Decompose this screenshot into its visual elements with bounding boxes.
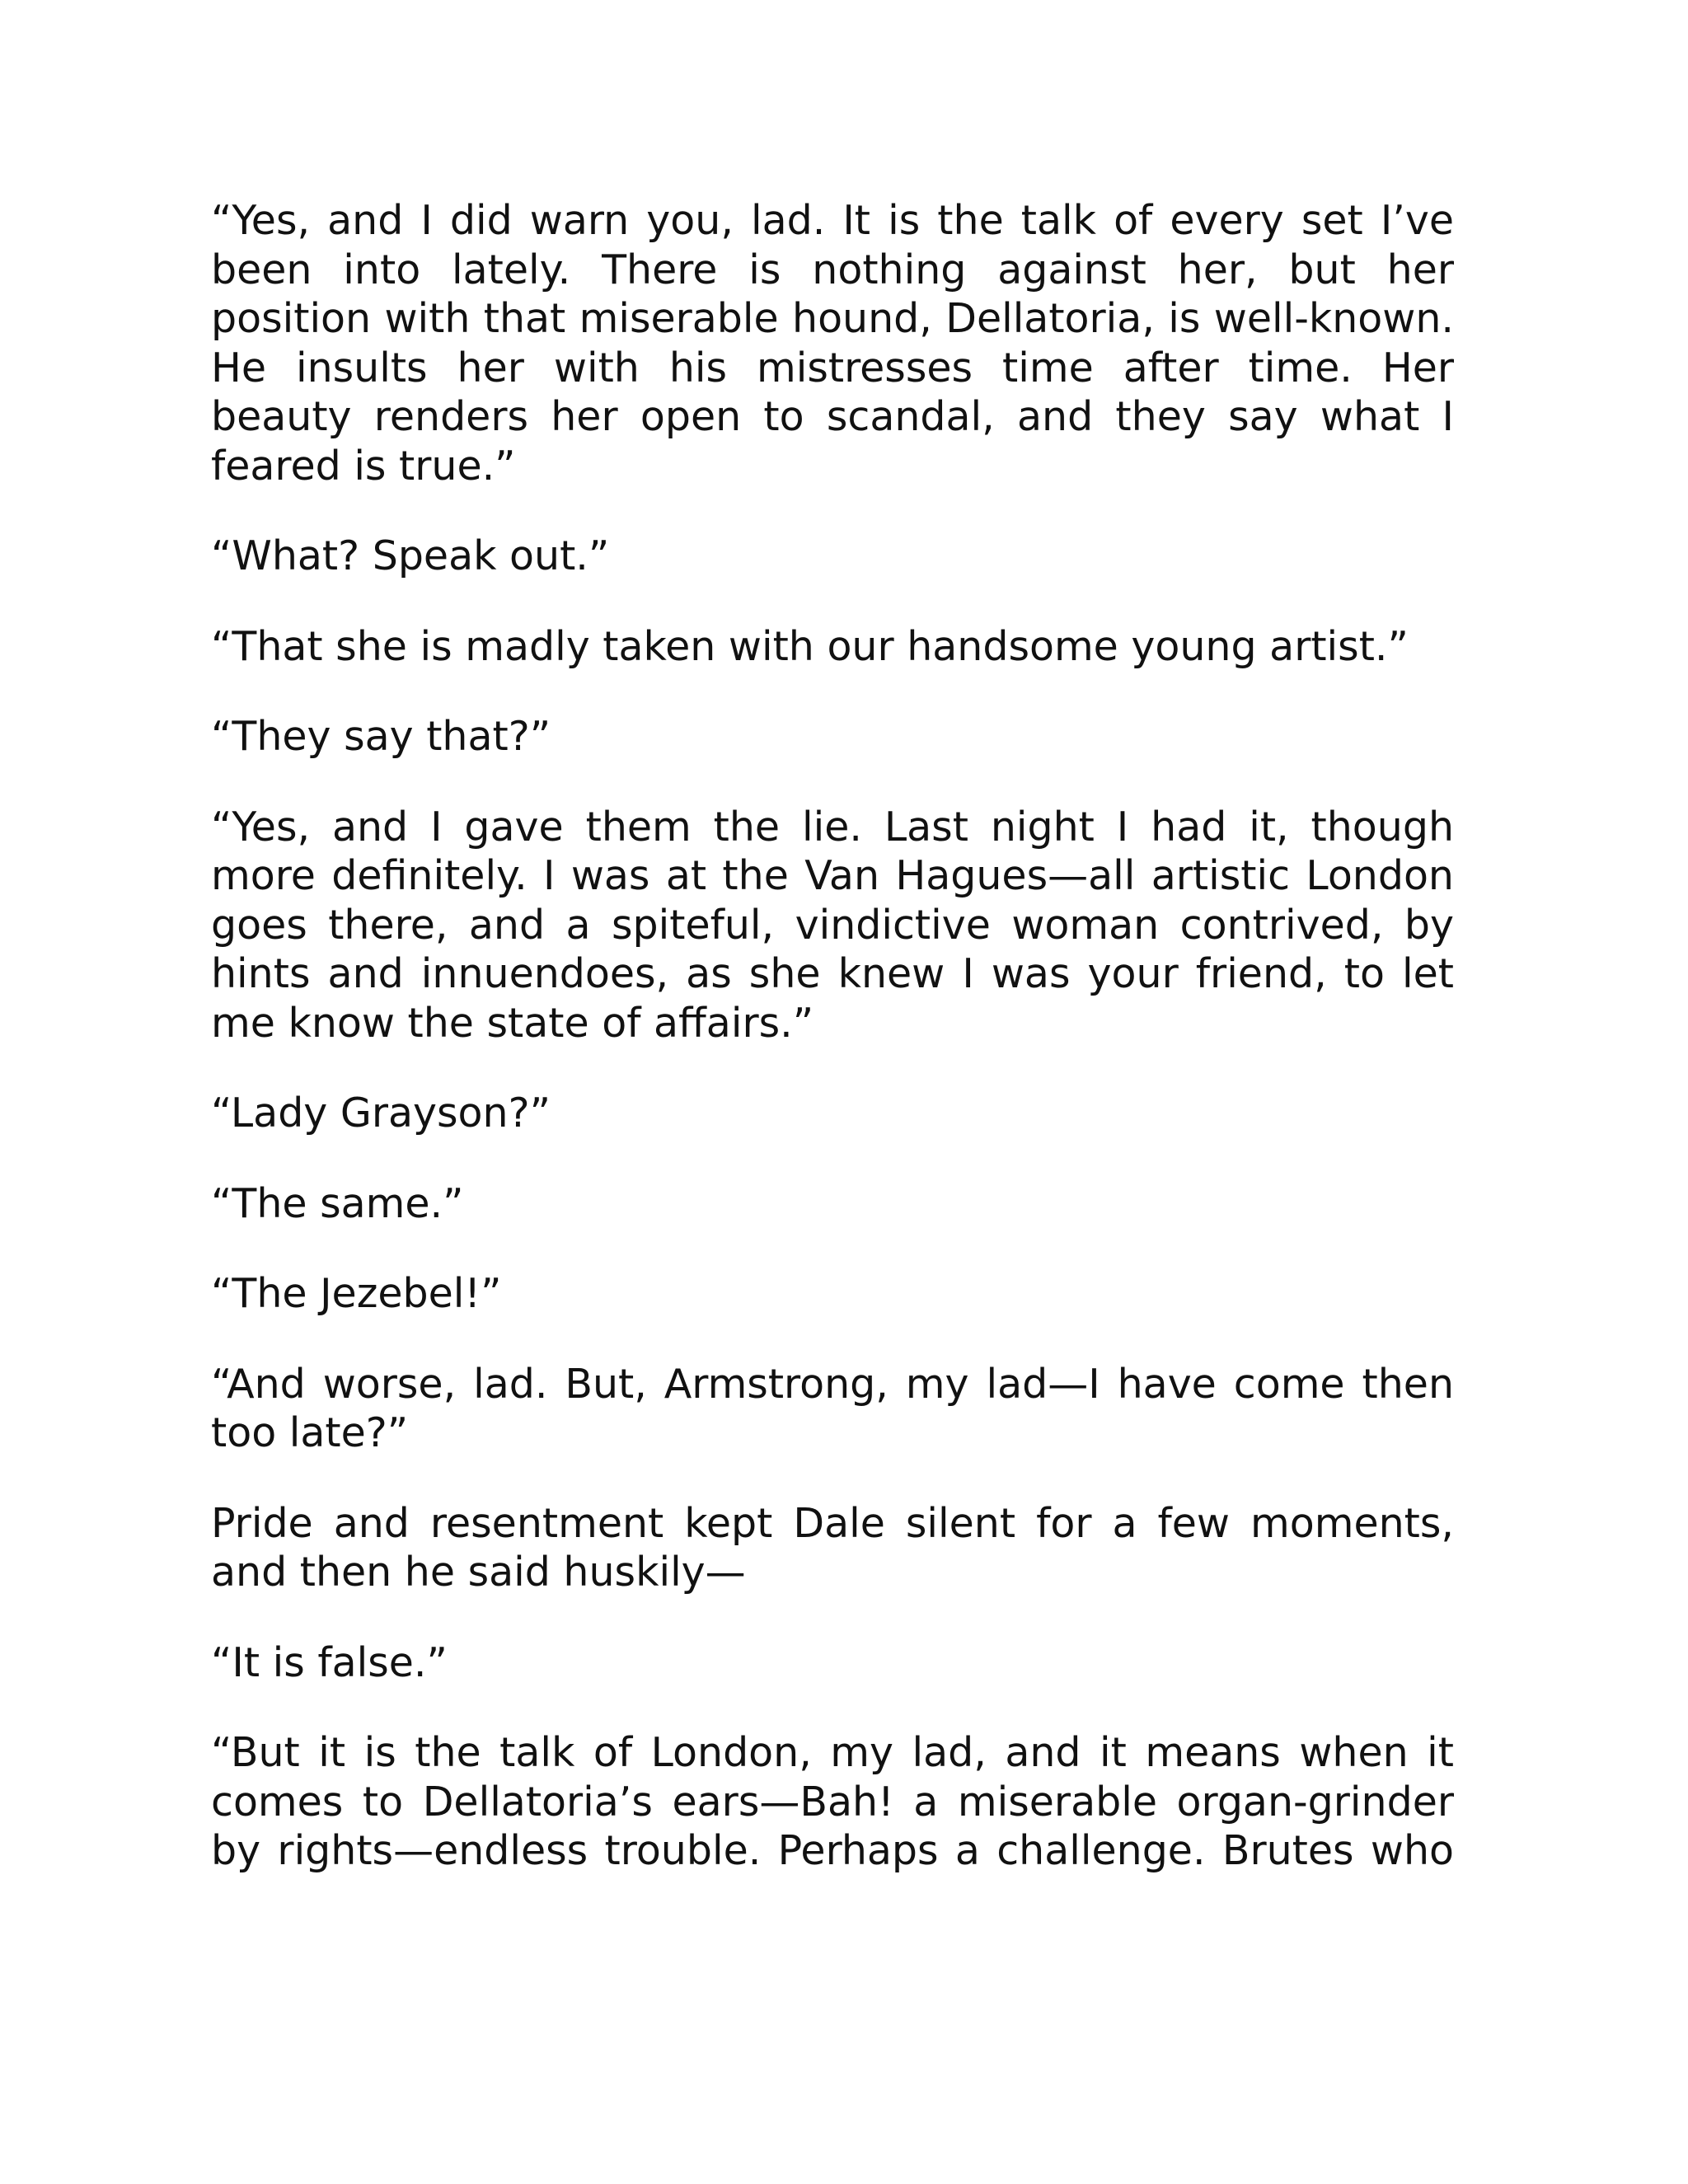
paragraph: “Yes, and I gave them the lie. Last night I had it, though more definitely. I was at the Van Hagues—all artistic London goes there, and a spiteful, vindictive woman contrived, by hints and innuendoes, as she knew I was your friend, to let me know the state of affairs.” [211,803,1454,1047]
paragraph: “But it is the talk of London, my lad, and it means when it comes to Dellatoria’s ears—Bah! a miserable organ-grinder by rights—endless trouble. Perhaps a challenge. Brutes who [211,1729,1454,1874]
paragraph: “What? Speak out.” [211,532,610,579]
paragraph: “That she is madly taken with our handsome young artist.” [211,622,1409,670]
paragraph: “The Jezebel!” [211,1270,502,1317]
paragraph: “Yes, and I did warn you, lad. It is the talk of every set I’ve been into lately. There is nothing against her, but her position with that miserable hound, Dellatoria, is well-known. He insults her with his mistresses time after time. Her beauty renders her open to scandal, and they say what I feared is true.” [211,197,1454,490]
page-body-text [211,196,1454,1917]
paragraph: “They say that?” [211,713,551,760]
paragraph: “It is false.” [211,1638,448,1686]
paragraph: Pride and resentment kept Dale silent for a few moments, and then he said huskily— [211,1499,1454,1596]
paragraph: “And worse, lad. But, Armstrong, my lad—I have come then too late?” [211,1360,1454,1456]
paragraph: “Lady Grayson?” [211,1090,551,1137]
paragraph: “The same.” [211,1179,464,1227]
